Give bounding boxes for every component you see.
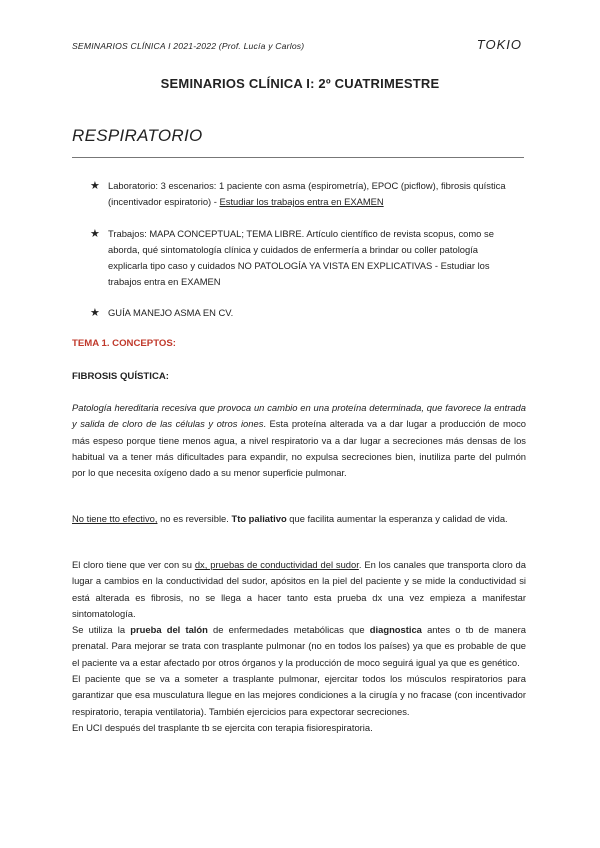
- header-course: SEMINARIOS CLÍNICA I 2021-2022 (Prof. Lucía y Carlos): [72, 41, 305, 51]
- treatment-underlined: No tiene tto efectivo,: [72, 513, 158, 524]
- paragraph-definition: [72, 400, 526, 481]
- section-divider: [72, 157, 524, 158]
- paragraph-diagnosis: [72, 557, 526, 736]
- bullet-underlined-note: Estudiar los trabajos entra en EXAMEN: [219, 196, 384, 207]
- heel-test-bold: prueba del talón: [130, 624, 208, 636]
- heel-test-text: Se utiliza la: [72, 624, 131, 636]
- heel-test-text-mid: de enfermedades metabólicas que: [207, 624, 370, 636]
- diagnosis-text: El cloro tiene que ver con su: [72, 559, 195, 570]
- section-title: RESPIRATORIO: [72, 126, 203, 145]
- star-bullet-icon: ★: [90, 228, 100, 240]
- bullet-item-lab: [90, 178, 518, 210]
- diagnosis-text-end: . En los canales que transporta cloro da lugar a cambios en la conductividad del sudor, apósitos en la piel del paciente y se mide la conductividad si está alterada es fibrosis, no se llega a hacer tanto esta prueba dx una vez empieza a manifestar sintomatología.: [72, 559, 526, 619]
- paragraph-treatment: [72, 511, 526, 527]
- subheading-cystic-fibrosis: FIBROSIS QUÍSTICA:: [72, 371, 170, 382]
- bullet-text: GUÍA MANEJO ASMA EN CV.: [108, 307, 234, 318]
- bullet-text: Trabajos: MAPA CONCEPTUAL; TEMA LIBRE. Artículo científico de revista scopus, como se aborda, qué sintomatología clínica y cuidados de enfermería a brindar ou coller patología explicarla tipo caso y cuidados NO PATOLOGÍA YA VISTA EN EXPLICATIVAS - Estudiar los trabajos entra en EXAMEN: [108, 228, 494, 287]
- bullet-text: Laboratorio: 3 escenarios: 1 paciente con asma (espirometría), EPOC (picflow), fibrosis quística (incentivador espiratorio) -: [108, 180, 506, 207]
- treatment-text: no es reversible.: [157, 513, 232, 524]
- topic-heading: TEMA 1. CONCEPTOS:: [72, 338, 176, 349]
- treatment-bold: Tto paliativo: [231, 513, 287, 524]
- diagnostica-bold: diagnostica: [369, 624, 422, 636]
- treatment-text-end: que facilita aumentar la esperanza y calidad de vida.: [286, 513, 508, 524]
- definition-italic: Patología hereditaria recesiva que provoca un cambio en una proteína determinada, que favorece la entrada y salida de cloro de las células y otros iones: [72, 402, 526, 430]
- bullet-item-works: [90, 226, 518, 290]
- star-bullet-icon: ★: [90, 307, 100, 319]
- definition-text: . Esta proteína alterada va a dar lugar a producción de moco más espeso porque tiene menos agua, a nivel respiratorio va a dar lugar a secreciones más densas de los habitual va a tener más dificultades para expandir, no expulsa secreciones bien, inutiliza parte del pulmón por lo que necesita oxígeno dado a su menor superficie pulmonar.: [72, 418, 526, 479]
- heel-test-text-end: antes o tb de manera prenatal. Para mejorar se trata con trasplante pulmonar (no en todos los países) ya que es probable de que el paciente va a estar afectado por otros órganos y la producción de moco seguirá igual ya que es genético.: [72, 624, 526, 668]
- header-author: TOKIO: [476, 37, 522, 52]
- bullet-item-guide: [90, 305, 518, 321]
- transplant-paragraph: El paciente que se va a someter a trasplante pulmonar, ejercitar todos los músculos respiratorios para garantizar que esa musculatura llegue en las mejores condiciones a la cirugía y no fracase (con incentivador respiratorio, terapia ventilatoria). También ejercicios para expectorar secreciones.: [72, 673, 526, 717]
- document-title: SEMINARIOS CLÍNICA I: 2º CUATRIMESTRE: [160, 76, 440, 91]
- diagnosis-underlined: dx, pruebas de conductividad del sudor: [194, 559, 359, 570]
- icu-paragraph: En UCI después del trasplante tb se ejercita con terapia fisiorespiratoria.: [72, 721, 373, 733]
- star-bullet-icon: ★: [90, 180, 100, 192]
